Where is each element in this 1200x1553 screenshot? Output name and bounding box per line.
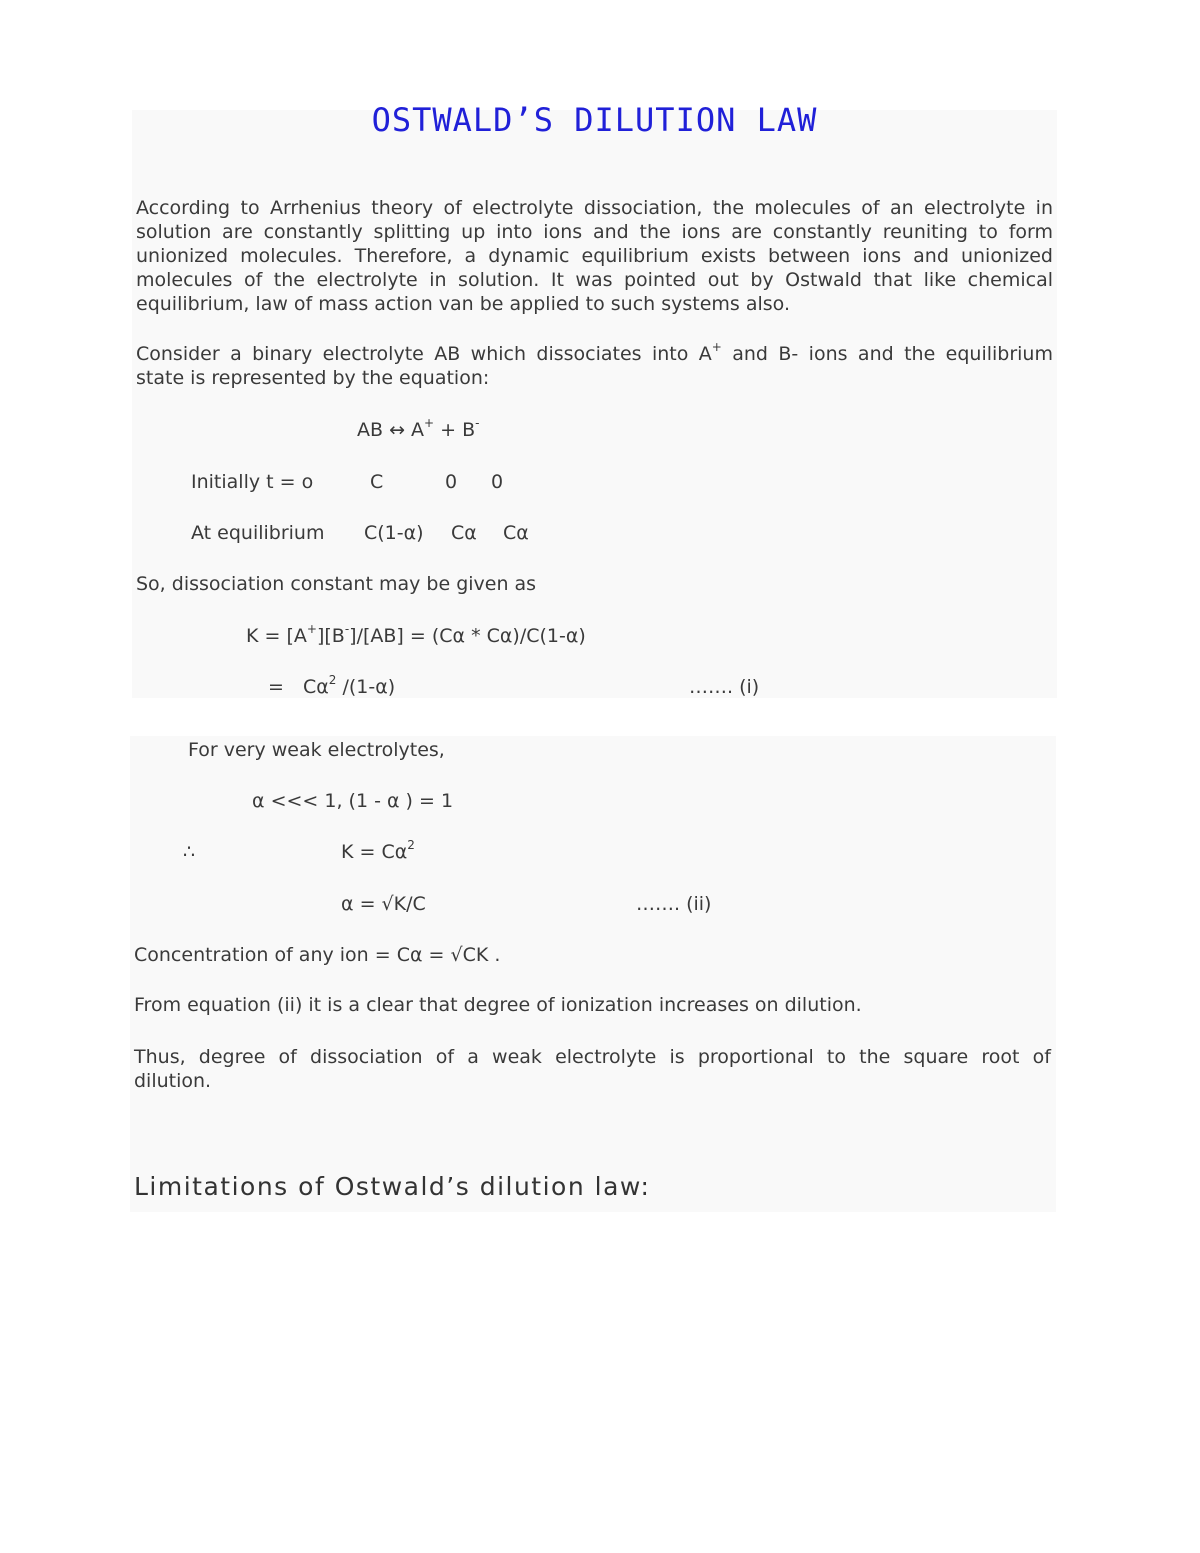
dissociation-equation bbox=[357, 415, 480, 442]
row-equilibrium-a: Cα bbox=[451, 522, 477, 544]
thus-line-2: dilution. bbox=[134, 1070, 212, 1092]
binary-line-2: state is represented by the equation: bbox=[136, 367, 490, 389]
eq-i-b: /(1-α) bbox=[336, 676, 396, 698]
intro-paragraph bbox=[136, 196, 1053, 316]
so-text: So, dissociation constant may be given as bbox=[136, 573, 537, 595]
thus-line-1: Thus, degree of dissociation of a weak electrolyte is proportional to the square root of bbox=[134, 1046, 1051, 1068]
intro-line-5: equilibrium, law of mass action van be applied to such systems also. bbox=[136, 293, 791, 315]
eq-ii-tag: ……. (ii) bbox=[636, 893, 712, 915]
binary-line-1 bbox=[136, 339, 1053, 366]
row-initial-a: 0 bbox=[445, 471, 458, 493]
intro-line-4: molecules of the electrolyte in solution. It was pointed out by Ostwald that like chemical bbox=[136, 269, 1053, 291]
thus-paragraph bbox=[134, 1045, 1051, 1093]
eq-i-exponent: 2 bbox=[328, 672, 337, 687]
row-initial-label: Initially t = o bbox=[191, 471, 314, 493]
k-expression-anion-charge: - bbox=[344, 621, 350, 636]
k-approx bbox=[341, 837, 415, 864]
intro-line-3: unionized molecules. Therefore, a dynamic equilibrium exists between ions and unionized bbox=[136, 245, 1053, 267]
k-expression bbox=[246, 621, 586, 648]
equation-lhs: AB ↔ A bbox=[357, 419, 425, 441]
k-approx-base: K = Cα bbox=[341, 841, 408, 863]
equation-anion-charge: - bbox=[475, 415, 480, 430]
alpha-approximation: α <<< 1, (1 - α ) = 1 bbox=[252, 790, 454, 812]
k-expression-cation-charge: + bbox=[306, 621, 317, 636]
binary-line-1-text-b: and B- ions and the equilibrium bbox=[721, 343, 1053, 365]
eq-i-tag: ……. (i) bbox=[689, 676, 760, 698]
binary-line-1-text-a: Consider a binary electrolyte AB which dissociates into A bbox=[136, 343, 712, 365]
equation-anion: + B bbox=[434, 419, 476, 441]
k-expression-a: K = [A bbox=[246, 625, 307, 647]
row-equilibrium-b: Cα bbox=[503, 522, 529, 544]
from-equation-text: From equation (ii) it is a clear that degree of ionization increases on dilution. bbox=[134, 994, 862, 1016]
intro-line-1: According to Arrhenius theory of electrolyte dissociation, the molecules of an electrolyte in bbox=[136, 197, 1053, 219]
page-title: OSTWALD’S DILUTION LAW bbox=[371, 101, 818, 139]
intro-line-2: solution are constantly splitting up into ions and the ions are constantly reuniting to form bbox=[136, 221, 1053, 243]
eq-i-expression bbox=[303, 672, 396, 699]
binary-electrolyte-paragraph bbox=[136, 339, 1053, 390]
k-approx-exponent: 2 bbox=[407, 837, 415, 852]
row-initial-ab: C bbox=[370, 471, 384, 493]
cation-charge: + bbox=[711, 339, 722, 354]
row-initial-b: 0 bbox=[491, 471, 504, 493]
k-expression-b: ][B bbox=[316, 625, 345, 647]
equation-cation-charge: + bbox=[424, 415, 435, 430]
alpha-formula: α = √K/C bbox=[341, 893, 426, 915]
row-equilibrium-ab: C(1-α) bbox=[364, 522, 424, 544]
k-expression-c: ]/[AB] = (Cα * Cα)/C(1-α) bbox=[349, 625, 586, 647]
eq-i-equals: = bbox=[268, 676, 284, 698]
eq-i-a: Cα bbox=[303, 676, 329, 698]
weak-electrolytes-intro: For very weak electrolytes, bbox=[188, 739, 445, 761]
row-equilibrium-label: At equilibrium bbox=[191, 522, 325, 544]
limitations-heading: Limitations of Ostwald’s dilution law: bbox=[134, 1172, 651, 1201]
concentration-text: Concentration of any ion = Cα = √CK . bbox=[134, 944, 501, 966]
therefore-symbol: ∴ bbox=[183, 841, 196, 863]
